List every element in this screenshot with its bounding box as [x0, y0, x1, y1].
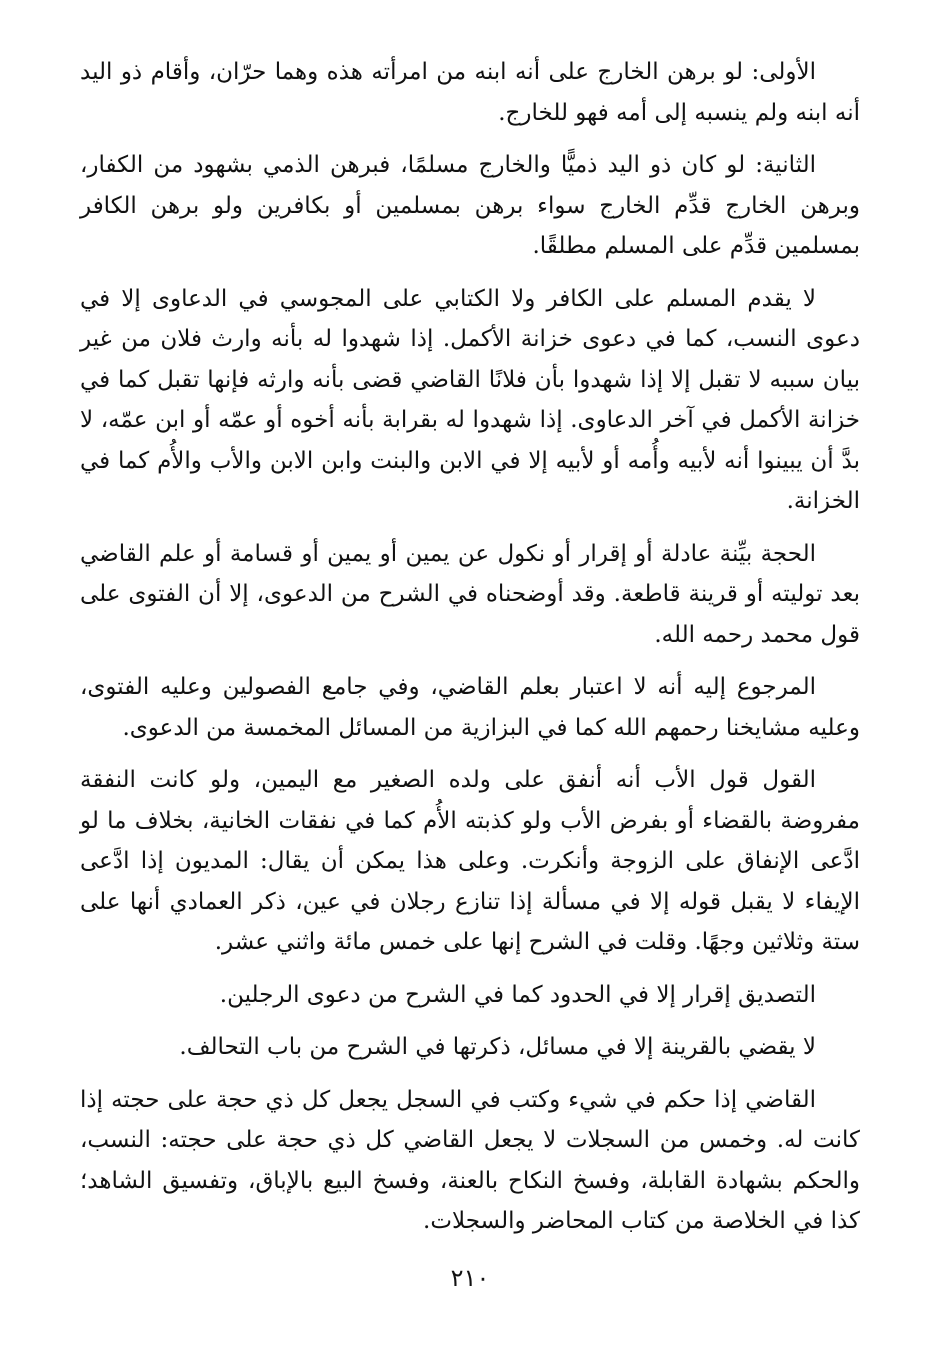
paragraph: الثانية: لو كان ذو اليد ذميًّا والخارج مسلمًا، فبرهن الذمي بشهود من الكفار، وبرهن الخارج قدِّم الخارج سواء برهن بمسلمين أو بكافرين ولو برهن الكافر بمسلمين قدِّم على المسلم مطلقًا.: [80, 152, 860, 259]
paragraph: لا يقضي بالقرينة إلا في مسائل، ذكرتها في الشرح من باب التحالف.: [179, 1034, 816, 1060]
paragraph: المرجوع إليه أنه لا اعتبار بعلم القاضي، وفي جامع الفصولين وعليه الفتوى، وعليه مشايخنا رحمهم الله كما في البزازية من المسائل المخمسة من الدعوى.: [80, 674, 860, 741]
paragraph: الأولى: لو برهن الخارج على أنه ابنه من امرأته هذه وهما حرّان، وأقام ذو اليد أنه ابنه ولم ينسبه إلى أمه فهو للخارج.: [80, 59, 860, 126]
document-body: [80, 52, 860, 1254]
page-number: ٢١٠: [450, 1264, 490, 1292]
paragraph: لا يقدم المسلم على الكافر ولا الكتابي على المجوسي في الدعاوى إلا في دعوى النسب، كما في دعوى خزانة الأكمل. إذا شهدوا له بأنه وارث فلان من غير بيان سببه لا تقبل إلا إذا شهدوا بأن فلانًا القاضي قضى بأنه وارثه فإنها تقبل كما في خزانة الأكمل في آخر الدعاوى. إذا شهدوا له بقرابة بأنه أخوه أو عمّه أو ابن عمّه، لا بدَّ أن يبينوا أنه لأبيه وأُمه أو لأبيه إلا في الابن والبنت وابن الابن والأب والأُم كما في الخزانة.: [80, 285, 860, 514]
paragraph: التصديق إقرار إلا في الحدود كما في الشرح من دعوى الرجلين.: [219, 981, 816, 1008]
paragraph: الحجة بيِّنة عادلة أو إقرار أو نكول عن يمين أو يمين أو قسامة أو علم القاضي بعد توليته أو قرينة قاطعة. وقد أوضحناه في الشرح من الدعوى، إلا أن الفتوى على قول محمد رحمه الله.: [80, 540, 860, 648]
paragraph: القاضي إذا حكم في شيء وكتب في السجل يجعل كل ذي حجة على حجته إذا كانت له. وخمس من السجلات لا يجعل القاضي كل ذي حجة على حجته: النسب، والحكم بشهادة القابلة، وفسخ النكاح بالعنة، وفسخ البيع بالإباق، وتفسيق الشاهد؛ كذا في الخلاصة من كتاب المحاضر والسجلات.: [80, 1086, 860, 1234]
paragraph: القول قول الأب أنه أنفق على ولده الصغير مع اليمين، ولو كانت النفقة مفروضة بالقضاء أو بفرض الأب ولو كذبته الأُم كما في نفقات الخانية، بخلاف ما لو ادَّعى الإنفاق على الزوجة وأنكرت. وعلى هذا يمكن أن يقال: المديون إذا ادَّعى الإيفاء لا يقبل قوله إلا في مسألة إذا تنازع رجلان في عين، ذكر العمادي أنها على ستة وثلاثين وجهًا. وقلت في الشرح إنها على خمس مائة واثني عشر.: [80, 767, 860, 955]
